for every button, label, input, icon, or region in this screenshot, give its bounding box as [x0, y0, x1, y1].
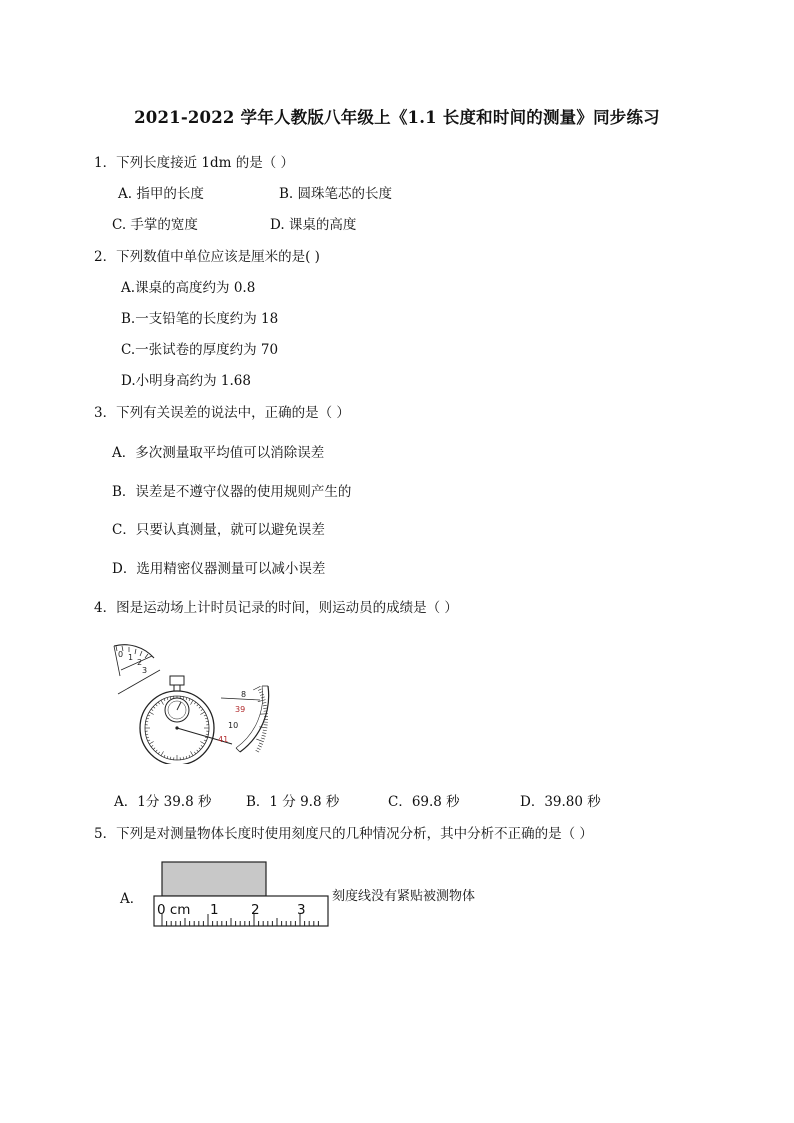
question-1-option-c: C. 手掌的宽度 [112, 217, 198, 233]
stopwatch-figure [108, 636, 288, 764]
question-2-option-b: B.一支铅笔的长度约为 18 [121, 311, 279, 327]
dial-tick [258, 689, 262, 691]
dial-tick [263, 730, 267, 731]
question-1-option-b: B. 圆珠笔芯的长度 [279, 186, 393, 202]
dial-tick [262, 702, 266, 703]
dial-tick [257, 748, 261, 750]
ruler-label-0cm: 0 cm [157, 902, 191, 918]
ruler-label-1: 1 [210, 902, 219, 918]
dial-tick [262, 733, 266, 734]
question-1-stem: 1．下列长度接近 1dm 的是（ ） [94, 155, 294, 171]
question-4-option-d: D．39.80 秒 [520, 794, 601, 810]
ruler-label-2: 2 [251, 902, 260, 918]
document-title: 2021-2022 学年人教版八年级上《1.1 长度和时间的测量》同步练习 [134, 108, 660, 127]
question-2-option-a: A.课桌的高度约为 0.8 [121, 280, 256, 296]
dial-tick [256, 750, 259, 752]
dial-tick [253, 686, 260, 690]
dial-tick [263, 708, 267, 709]
small-dial-label-2: 2 [137, 658, 143, 667]
ruler-label-3: 3 [297, 902, 306, 918]
big-dial-label-10: 10 [228, 721, 239, 730]
question-2-stem: 2．下列数值中单位应该是厘米的是( ) [94, 249, 320, 265]
question-4-option-b: B．1 分 9.8 秒 [246, 794, 340, 810]
question-5-stem: 5．下列是对测量物体长度时使用刻度尺的几种情况分析，其中分析不正确的是（ ） [94, 826, 593, 842]
question-4-option-a: A．1分 39.8 秒 [114, 794, 212, 810]
question-3-option-b: B．误差是不遵守仪器的使用规则产生的 [112, 484, 352, 500]
question-4-stem: 4．图是运动场上计时员记录的时间，则运动员的成绩是（ ） [94, 600, 458, 616]
question-2-option-c: C.一张试卷的厚度约为 70 [121, 342, 279, 358]
small-dial-label-3: 3 [142, 666, 148, 675]
ruler-note: 刻度线没有紧贴被测物体 [332, 889, 476, 904]
dial-tick [259, 743, 263, 745]
dial-tick [261, 738, 265, 739]
small-dial-label-0: 0 [118, 650, 124, 659]
measured-object [162, 862, 266, 896]
question-3-option-c: C．只要认真测量，就可以避免误差 [112, 522, 325, 538]
big-dial-label-8: 8 [241, 690, 247, 699]
big-dial-label-39: 39 [235, 705, 246, 714]
question-3-stem: 3．下列有关误差的说法中，正确的是（ ） [94, 405, 350, 421]
small-dial-label-1: 1 [128, 653, 134, 662]
ruler-figure [118, 860, 498, 932]
dial-tick [263, 705, 267, 706]
question-4-option-c: C．69.8 秒 [388, 794, 460, 810]
dial-tick [256, 739, 264, 742]
dial-tick [259, 691, 263, 693]
dial-tick [262, 735, 266, 736]
question-2-option-d: D.小明身高约为 1.68 [121, 373, 251, 389]
dial-tick [258, 745, 262, 747]
question-1-option-d: D. 课桌的高度 [270, 217, 357, 233]
question-3-option-a: A．多次测量取平均值可以消除误差 [112, 445, 325, 461]
question-3-option-d: D．选用精密仪器测量可以减小误差 [112, 561, 326, 577]
big-dial-label-41: 41 [218, 735, 229, 744]
question-5-option-a: A． [120, 891, 144, 907]
question-1-option-a: A. 指甲的长度 [118, 186, 204, 202]
dial-tick [260, 694, 264, 695]
